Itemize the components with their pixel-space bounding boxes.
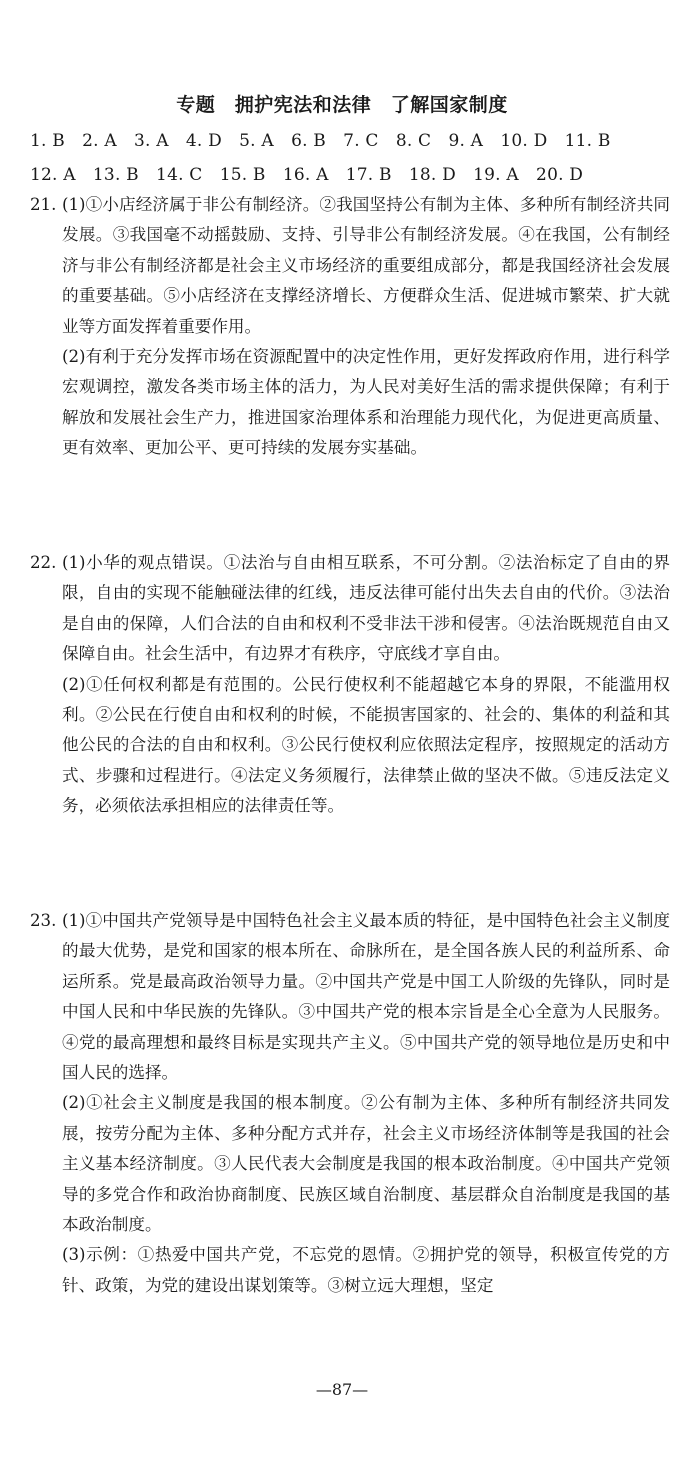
question-23-part-3: (3)示例：①热爱中国共产党，不忘党的恩情。②拥护党的领导，积极宣传党的方针、政策，为党的建设出谋划策等。③树立远大理想，坚定	[62, 1245, 670, 1295]
question-22-row	[30, 548, 670, 670]
question-23-part-2: (2)①社会主义制度是我国的根本制度。②公有制为主体、多种所有制经济共同发展，按劳分配为主体、多种分配方式并存，社会主义市场经济体制等是我国的社会主义基本经济制度。③人民代表大会制度是我国的根本政治制度。④中国共产党领导的多党合作和政治协商制度、民族区域自治制度、基层群众自治制度是我国的基本政治制度。	[62, 1093, 670, 1235]
question-22-part-1: (1)小华的观点错误。①法治与自由相互联系，不可分割。②法治标定了自由的界限，自由的实现不能触碰法律的红线，违反法律可能付出失去自由的代价。③法治是自由的保障，人们合法的自由和权利不受非法干涉和侵害。④法治既规范自由又保障自由。社会生活中，有边界才有秩序，守底线才享自由。	[62, 553, 670, 664]
choice-answers-line-2: 12. A 13. B 14. C 15. B 16. A 17. B 18. D 19. A 20. D	[30, 165, 584, 185]
question-number: 23.	[30, 911, 57, 930]
question-number: 21.	[30, 195, 57, 214]
question-22-part-2: (2)①任何权利都是有范围的。公民行使权利不能超越它本身的界限，不能滥用权利。②公民在行使自由和权利的时候，不能损害国家的、社会的、集体的利益和其他公民的合法的自由和权利。③公民行使权利应依照法定程序，按照规定的活动方式、步骤和过程进行。④法定义务须履行，法律禁止做的坚决不做。⑤违反法定义务，必须依法承担相应的法律责任等。	[62, 674, 670, 816]
question-23-row	[30, 906, 670, 1088]
page-title: 专题 拥护宪法和法律 了解国家制度	[176, 94, 508, 116]
choice-answers-line-1: 1. B 2. A 3. A 4. D 5. A 6. B 7. C 8. C 9. A 10. D 11. B	[30, 131, 611, 151]
question-21-part-2: (2)有利于充分发挥市场在资源配置中的决定性作用，更好发挥政府作用，进行科学宏观调控，激发各类市场主体的活力，为人民对美好生活的需求提供保障；有利于解放和发展社会生产力，推进国家治理体系和治理能力现代化，为促进更高质量、更有效率、更加公平、更可持续的发展夯实基础。	[62, 347, 670, 458]
question-23	[30, 906, 670, 1301]
question-23-part-1: (1)①中国共产党领导是中国特色社会主义最本质的特征，是中国特色社会主义制度的最大优势，是党和国家的根本所在、命脉所在，是全国各族人民的利益所系、命运所系。党是最高政治领导力量。②中国共产党是中国工人阶级的先锋队，同时是中国人民和中华民族的先锋队。③中国共产党的根本宗旨是全心全意为人民服务。④党的最高理想和最终目标是实现共产主义。⑤中国共产党的领导地位是历史和中国人民的选择。	[62, 911, 670, 1083]
question-number: 22.	[30, 553, 57, 572]
question-22	[30, 548, 670, 822]
question-21-row	[30, 190, 670, 342]
question-21	[30, 190, 670, 464]
page-number: —87—	[315, 1380, 369, 1399]
question-21-part-1: (1)①小店经济属于非公有制经济。②我国坚持公有制为主体、多种所有制经济共同发展。③我国毫不动摇鼓励、支持、引导非公有制经济发展。④在我国，公有制经济与非公有制经济都是社会主义市场经济的重要组成部分，都是我国经济社会发展的重要基础。⑤小店经济在支撑经济增长、方便群众生活、促进城市繁荣、扩大就业等方面发挥着重要作用。	[62, 195, 670, 336]
